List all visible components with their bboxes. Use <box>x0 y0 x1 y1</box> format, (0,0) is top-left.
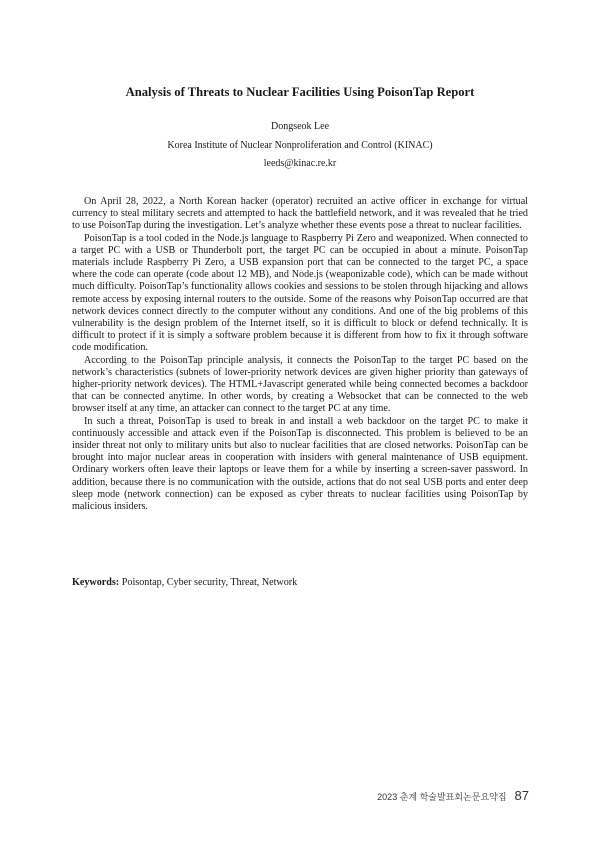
author-affiliation: Korea Institute of Nuclear Nonproliferation and Control (KINAC) <box>167 140 433 151</box>
page-footer <box>377 788 529 803</box>
page-number: 87 <box>514 788 529 803</box>
keywords-list: Poisontap, Cyber security, Threat, Network <box>121 577 298 588</box>
paragraph-1: On April 28, 2022, a North Korean hacker (operator) recruited an active officer in exchange for virtual currency to steal military secrets and attempted to hack the battlefield network, and it was revealed that he tried to use PoisonTap during the investigation. Let’s analyze whether these events pose a threat to nuclear facilities. <box>72 196 528 232</box>
abstract-body <box>72 196 528 513</box>
keywords-line <box>72 577 528 588</box>
paragraph-3: According to the PoisonTap principle analysis, it connects the PoisonTap to the target PC based on the network’s characteristics (subnets of lower-priority network devices are given higher priority than gateways of higher-priority network devices). The HTML+Javascript generated while being connected becomes a backdoor that can be connected anytime. In other words, by creating a Websocket that can be connected to the web browser itself at any time, an attacker can connect to the target PC at any time. <box>72 354 528 415</box>
paper-title: Analysis of Threats to Nuclear Facilities Using PoisonTap Report <box>125 85 475 99</box>
paragraph-4: In such a threat, PoisonTap is used to break in and install a web backdoor on the target PC to make it continuously accessible and attack even if the PoisonTap is disconnected. This problem is believed to be an insider threat not only to military units but also to nuclear facilities that are closed networks. PoisonTap can be brought into major nuclear areas in cooperation with insiders with general maintenance of USB equipment. Ordinary workers often leave their laptops or leave them for a while by inserting a screen-saver password. In addition, because there is no communication with the outside, actions that do not seal USB ports and enter deep sleep mode (network connection) can be exposed as cyber threats to nuclear facilities using PoisonTap by malicious insiders. <box>72 415 528 513</box>
keywords-label: Keywords: <box>72 577 120 588</box>
publication-name: 2023 춘계 학술발표회논문요약집 <box>377 792 507 802</box>
author-name: Dongseok Lee <box>270 121 330 132</box>
paragraph-2: PoisonTap is a tool coded in the Node.js language to Raspberry Pi Zero and weaponized. When connected to a target PC with a USB or Thunderbolt port, the target PC can be occupied in about a minute. PoisonTap materials include Raspberry Pi Zero, a USB expansion port that can be connected to the target PC, a space where the code can operate (code about 12 MB), and Node.js (weaponizable code), which can be made without much difficulty. PoisonTap’s functionality allows cookies and sessions to be stolen through hijacking and allows remote access by exposing internal routers to the outside. Some of the reasons why PoisonTap occurred are that network devices connect directly to the computer without any conditions. And one of the big problems of this vulnerability is the design problem of the Internet itself, so it is difficult to block or defend technically. It is difficult to protect if it is simply a software problem because it is different from how to fix it through software code modification. <box>72 232 528 354</box>
author-email: leeds@kinac.re.kr <box>263 158 337 169</box>
